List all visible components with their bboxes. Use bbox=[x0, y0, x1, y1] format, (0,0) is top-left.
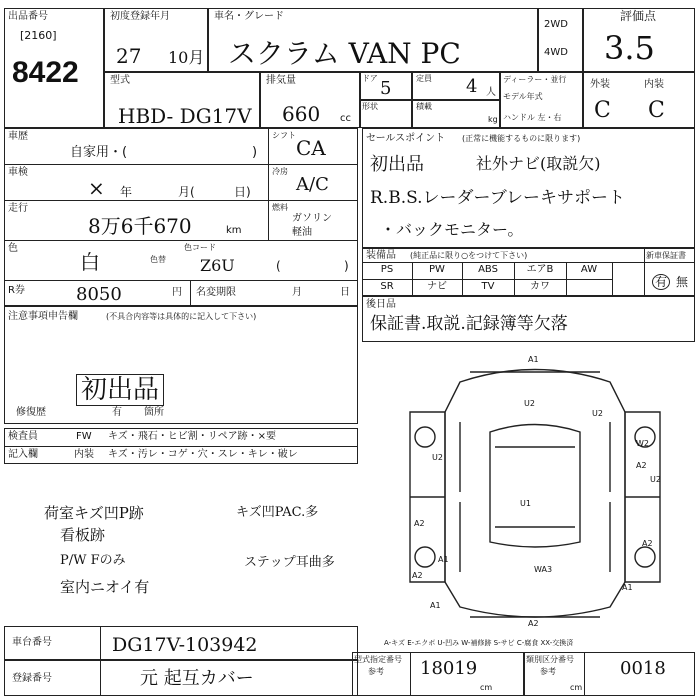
model-year-label: モデル年式 bbox=[503, 92, 543, 101]
sales-point-line2: R.B.S.レーダーブレーキサポート bbox=[370, 188, 626, 208]
lot-number: 8422 bbox=[12, 56, 79, 89]
sales-point-line3: ・バックモニター。 bbox=[380, 220, 524, 239]
load-label: 積載 bbox=[416, 102, 432, 111]
inspection-label: 車検 bbox=[8, 167, 28, 178]
dmg-mark-1: A1 bbox=[528, 355, 539, 364]
notes-hint: (不具合内容等は具体的に記入して下さい) bbox=[106, 312, 257, 321]
usage-close: ) bbox=[252, 145, 258, 160]
class-sub: 参考 bbox=[540, 667, 556, 676]
inspection-month-unit: 月( bbox=[178, 185, 195, 199]
equip-pw: PW bbox=[429, 264, 445, 275]
sales-point-line1b: 社外ナビ(取説欠) bbox=[476, 154, 601, 173]
reg-label: 登録番号 bbox=[12, 673, 52, 684]
equip-navi: ナビ bbox=[427, 281, 447, 292]
divider bbox=[4, 280, 358, 281]
nameplate-month: 月 bbox=[292, 287, 302, 298]
divider bbox=[4, 446, 358, 447]
type-cert-cm: cm bbox=[480, 683, 493, 692]
doors-label: ドア bbox=[362, 74, 378, 83]
divider bbox=[190, 280, 191, 306]
dmg-mark-6: U1 bbox=[520, 499, 531, 508]
displacement-value: 660 bbox=[282, 102, 321, 126]
displacement-unit: cc bbox=[340, 113, 351, 124]
color-paren-close: ) bbox=[344, 259, 349, 273]
dmg-mark-3: U2 bbox=[592, 409, 603, 418]
rating-value: 3.5 bbox=[604, 29, 655, 67]
remark-line1a: 荷室キズ凹P跡 bbox=[44, 504, 144, 522]
type-cert-sub: 参考 bbox=[368, 667, 384, 676]
rating-label: 評価点 bbox=[620, 9, 657, 23]
capacity-label: 定員 bbox=[416, 74, 432, 83]
divider bbox=[612, 262, 613, 296]
displacement-label: 排気量 bbox=[266, 75, 296, 86]
class-value: 0018 bbox=[620, 658, 666, 679]
equip-ps: PS bbox=[380, 264, 394, 275]
warranty-yes: 有 bbox=[652, 274, 670, 290]
class-label: 類別区分番号 bbox=[526, 655, 574, 664]
mileage-label: 走行 bbox=[8, 203, 28, 214]
fuel-diesel: 軽油 bbox=[292, 227, 312, 238]
sales-point-label: セールスポイント bbox=[366, 133, 446, 144]
exterior-value: C bbox=[594, 98, 611, 123]
remark-line3b: ステップ耳曲多 bbox=[244, 555, 335, 570]
reg-value: 元 起互カバー bbox=[140, 668, 254, 689]
equip-aw: AW bbox=[580, 264, 598, 275]
fuel-gas: ガソリン bbox=[292, 213, 332, 224]
chassis-label: 車台番号 bbox=[12, 637, 52, 648]
color-change-label: 色替 bbox=[150, 255, 166, 264]
dmg-mark-4: U2 bbox=[432, 453, 443, 462]
dmg-mark-15: A1 bbox=[622, 583, 633, 592]
dmg-mark-2: U2 bbox=[524, 399, 535, 408]
class-cm: cm bbox=[570, 683, 583, 692]
sales-point-line1: 初出品 bbox=[370, 154, 424, 175]
lot-sub: [2160] bbox=[20, 29, 57, 42]
shape-label: 形状 bbox=[362, 102, 378, 111]
remark-line2: 看板跡 bbox=[60, 526, 106, 544]
remark-line3a: P/W Fのみ bbox=[60, 553, 126, 568]
damage-legend: A-キズ E-エクボ U-凹み W-補修跡 S-サビ C-腐食 XX-交換済 bbox=[384, 639, 574, 647]
inspection-day-unit: 日) bbox=[234, 185, 251, 199]
warranty-no: 無 bbox=[676, 275, 689, 289]
usage-value: 自家用・( bbox=[70, 145, 128, 160]
nameplate-label: 名変期限 bbox=[196, 287, 236, 298]
dmg-mark-11: A2 bbox=[412, 571, 423, 580]
recycle-unit: 円 bbox=[172, 287, 182, 298]
color-code-label: 色コード bbox=[184, 243, 216, 252]
capacity-value: 4 bbox=[466, 76, 478, 97]
dmg-mark-13: A1 bbox=[430, 601, 441, 610]
exterior-label: 外装 bbox=[590, 79, 610, 90]
mileage-value: 8万6千670 bbox=[88, 214, 192, 238]
dmg-mark-5: W2 bbox=[636, 439, 649, 448]
inspection-year-unit: 年 bbox=[120, 185, 133, 199]
recorder-label: 記入欄 bbox=[8, 449, 38, 460]
load-unit: kg bbox=[488, 115, 498, 124]
divider bbox=[4, 240, 358, 241]
inspector-row1: キズ・飛石・ヒビ割・リペア跡・×要 bbox=[108, 431, 276, 442]
equip-sr: SR bbox=[380, 281, 394, 292]
car-name: スクラム VAN PC bbox=[228, 37, 461, 70]
equip-airbag: エアB bbox=[526, 264, 554, 275]
recycle-label: R券 bbox=[8, 285, 25, 296]
dmg-mark-7: A2 bbox=[636, 461, 647, 470]
dmg-mark-16: A2 bbox=[528, 619, 539, 628]
repair-label: 修復歴 bbox=[16, 407, 46, 418]
mileage-unit: km bbox=[226, 225, 242, 236]
repair-place: 箇所 bbox=[144, 407, 164, 418]
notes-label: 注意事項申告欄 bbox=[8, 311, 78, 322]
first-reg-year: 27 bbox=[116, 44, 142, 68]
inspector-inside: 内装 bbox=[74, 449, 94, 460]
shift-value: CA bbox=[296, 136, 326, 160]
divider bbox=[410, 652, 411, 696]
car-name-label: 車名・グレード bbox=[214, 11, 284, 22]
divider bbox=[4, 200, 358, 201]
color-paren: ( bbox=[276, 259, 281, 273]
divider bbox=[4, 164, 358, 165]
divider bbox=[644, 248, 645, 296]
inspector-label: 検査員 bbox=[8, 431, 38, 442]
model-value: HBD- DG17V bbox=[118, 104, 252, 128]
dmg-mark-10: A1 bbox=[438, 555, 449, 564]
divider bbox=[362, 279, 612, 280]
model-label: 型式 bbox=[110, 75, 130, 86]
inspector-row2: キズ・汚レ・コゲ・穴・スレ・キレ・破レ bbox=[108, 449, 298, 460]
dmg-mark-8: U2 bbox=[650, 475, 661, 484]
ac-value: A/C bbox=[296, 174, 329, 195]
dealer-label: ディーラー・並行 bbox=[503, 75, 567, 84]
divider bbox=[268, 128, 269, 240]
shift-label: シフト bbox=[272, 131, 296, 140]
interior-value: C bbox=[648, 98, 665, 123]
handle-label: ハンドル 左・右 bbox=[503, 113, 562, 122]
capacity-unit: 人 bbox=[486, 87, 496, 98]
divider bbox=[584, 652, 585, 696]
ac-label: 冷房 bbox=[272, 167, 288, 176]
color-value: 白 bbox=[80, 250, 100, 274]
notes-box bbox=[4, 306, 358, 424]
color-code: Z6U bbox=[200, 256, 235, 275]
color-label: 色 bbox=[8, 243, 18, 254]
remark-line4: 室内ニオイ有 bbox=[60, 578, 150, 596]
equipment-hint: (純正品に限り○をつけて下さい) bbox=[410, 251, 528, 260]
first-reg-label: 初度登録年月 bbox=[110, 11, 170, 22]
equipment-label: 装備品 bbox=[366, 250, 396, 261]
dmg-mark-12: A2 bbox=[642, 539, 653, 548]
type-cert-value: 18019 bbox=[420, 658, 478, 679]
inspector-fw: FW bbox=[76, 431, 92, 442]
equip-leather: カワ bbox=[530, 281, 550, 292]
nameplate-day: 日 bbox=[340, 287, 350, 298]
repair-yes: 有 bbox=[112, 407, 122, 418]
dmg-mark-14: WA3 bbox=[534, 565, 553, 574]
equip-abs: ABS bbox=[478, 264, 498, 275]
chassis-value: DG17V-103942 bbox=[112, 634, 258, 656]
usage-label: 車歴 bbox=[8, 131, 28, 142]
drive-box bbox=[538, 8, 583, 72]
later-docs-value: 保証書.取説.記録簿等欠落 bbox=[370, 314, 568, 334]
doors-value: 5 bbox=[380, 78, 392, 99]
fuel-label: 燃料 bbox=[272, 203, 288, 212]
later-docs-label: 後日品 bbox=[366, 299, 396, 310]
drive-2wd: 2WD bbox=[544, 19, 568, 30]
warranty-label: 新車保証書 bbox=[646, 251, 686, 260]
type-cert-label: 型式指定番号 bbox=[354, 655, 402, 664]
remark-line1b: キズ凹PAC.多 bbox=[236, 505, 319, 520]
equip-tv: TV bbox=[481, 281, 495, 292]
lot-label: 出品番号 bbox=[8, 11, 48, 22]
inspection-value: × bbox=[88, 176, 105, 200]
notes-stamp: 初出品 bbox=[76, 374, 164, 406]
recycle-value: 8050 bbox=[76, 284, 122, 305]
first-reg-month: 10月 bbox=[168, 48, 205, 67]
dmg-mark-9: A2 bbox=[414, 519, 425, 528]
sales-point-hint: (正常に機能するものに限ります) bbox=[462, 134, 581, 143]
drive-4wd: 4WD bbox=[544, 47, 568, 58]
interior-label: 内装 bbox=[644, 79, 664, 90]
